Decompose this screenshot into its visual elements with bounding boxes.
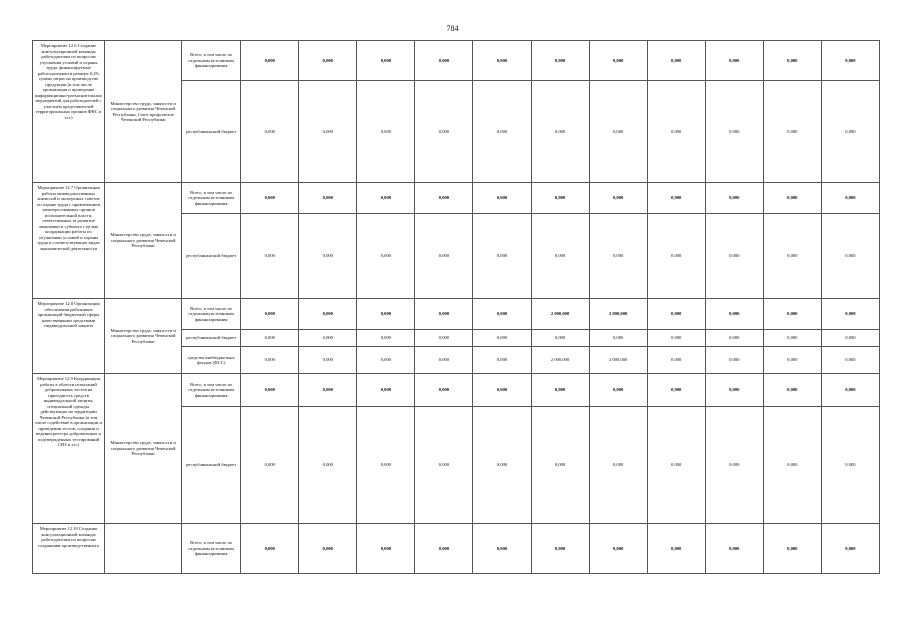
amount-cell: 0,000 — [705, 524, 763, 574]
funding-source: Всего, в том числе по отдельным источникам финансирования — [182, 183, 241, 214]
amount-cell: 0,000 — [763, 347, 821, 374]
amount-cell: 0,000 — [763, 330, 821, 347]
amount-cell: 0,000 — [589, 374, 647, 407]
amount-cell: 0,000 — [473, 81, 531, 183]
amount-cell: 0,000 — [357, 524, 415, 574]
amount-cell: 0,000 — [241, 524, 299, 574]
table-row — [33, 41, 880, 81]
event-name: Мероприятие 12.6 Создание консультационной команды работодателям по вопросам улучшения условий и охраны труда, финансируемые работодателями в размере 0,2% суммы затрат на производство продукции (в том числе организация и проведение информационно-разъяснительных мероприятий для работодателей с участием представителей территориальных органов ФНС и т.п.) — [33, 41, 105, 183]
amount-cell: 0,000 — [821, 41, 879, 81]
amount-cell: 0,000 — [705, 183, 763, 214]
amount-cell: 0,000 — [589, 330, 647, 347]
amount-cell: 0,000 — [299, 299, 357, 330]
amount-cell: 0,000 — [589, 407, 647, 524]
table-row — [33, 299, 880, 330]
amount-cell: 0,000 — [415, 41, 473, 81]
event-name: Мероприятие 12.10 Создание консультационной команды работодателям по вопросам сохранения производственного — [33, 524, 105, 574]
amount-cell: 0,000 — [473, 407, 531, 524]
amount-cell: 0,000 — [763, 183, 821, 214]
amount-cell: 0,000 — [299, 347, 357, 374]
amount-cell: 0,000 — [589, 41, 647, 81]
amount-cell: 0,000 — [531, 41, 589, 81]
amount-cell: 0,000 — [357, 41, 415, 81]
amount-cell: 0,000 — [705, 299, 763, 330]
table-row — [33, 374, 880, 407]
amount-cell: 0,000 — [473, 330, 531, 347]
amount-cell: 0,000 — [763, 374, 821, 407]
amount-cell: 0,000 — [241, 347, 299, 374]
amount-cell: 0,000 — [531, 407, 589, 524]
amount-cell: 0,000 — [415, 81, 473, 183]
funding-source: республиканский бюджет — [182, 214, 241, 299]
amount-cell: 0,000 — [647, 374, 705, 407]
event-name: Мероприятие 12.8 Организация обеспечения работников организаций бюджетной сферы качественными средствами индивидуальной защиты — [33, 299, 105, 374]
funding-source: Всего, в том числе по отдельным источникам финансирования — [182, 41, 241, 81]
funding-source: республиканский бюджет — [182, 81, 241, 183]
amount-cell: 0,000 — [299, 524, 357, 574]
funding-source: Всего, в том числе по отдельным источникам финансирования — [182, 374, 241, 407]
event-name: Мероприятие 12.7 Организация работы межведомственных комиссий и экспертных советов по охране труда с привлечением заинтересованных органов исполнительной власти, ответственных за развитие экономики и субъекта с целью координации работы по улучшению условий и охраны труда в соответствующих видах экономической деятельности — [33, 183, 105, 299]
amount-cell: 0,000 — [821, 524, 879, 574]
amount-cell: 0,000 — [473, 524, 531, 574]
amount-cell: 0,000 — [415, 330, 473, 347]
amount-cell: 2 000,000 — [589, 299, 647, 330]
amount-cell: 0,000 — [763, 299, 821, 330]
amount-cell: 0,000 — [705, 407, 763, 524]
amount-cell: 0,000 — [821, 214, 879, 299]
executor: Министерство труда, занятости и социального развития Чеченской Республики — [105, 299, 182, 374]
amount-cell: 0,000 — [647, 524, 705, 574]
amount-cell: 0,000 — [415, 183, 473, 214]
funding-source: республиканский бюджет — [182, 330, 241, 347]
table-row — [33, 524, 880, 574]
amount-cell: 0,000 — [473, 41, 531, 81]
amount-cell: 0,000 — [415, 214, 473, 299]
amount-cell: 0,000 — [531, 214, 589, 299]
amount-cell: 0,000 — [531, 81, 589, 183]
amount-cell: 0,000 — [821, 407, 879, 524]
amount-cell: 2 000,000 — [531, 299, 589, 330]
amount-cell: 0,000 — [415, 347, 473, 374]
amount-cell: 0,000 — [821, 299, 879, 330]
amount-cell: 0,000 — [299, 214, 357, 299]
amount-cell: 0,000 — [357, 407, 415, 524]
amount-cell: 0,000 — [357, 183, 415, 214]
amount-cell: 0,000 — [357, 81, 415, 183]
amount-cell: 0,000 — [473, 374, 531, 407]
amount-cell: 0,000 — [589, 81, 647, 183]
amount-cell: 0,000 — [415, 407, 473, 524]
amount-cell: 0,000 — [705, 41, 763, 81]
amount-cell: 0,000 — [531, 374, 589, 407]
amount-cell: 0,000 — [241, 41, 299, 81]
page-number: 784 — [446, 24, 459, 33]
amount-cell: 0,000 — [705, 347, 763, 374]
amount-cell: 0,000 — [357, 299, 415, 330]
amount-cell: 0,000 — [647, 330, 705, 347]
amount-cell: 0,000 — [531, 330, 589, 347]
amount-cell: 0,000 — [473, 214, 531, 299]
amount-cell: 0,000 — [821, 330, 879, 347]
amount-cell: 2 000,000 — [589, 347, 647, 374]
funding-source: Всего, в том числе по отдельным источникам финансирования — [182, 299, 241, 330]
amount-cell: 0,000 — [821, 347, 879, 374]
amount-cell: 0,000 — [589, 214, 647, 299]
event-name: Мероприятие 12.9 Координация работы в области испытаний добровольных тестов на пригодность средств индивидуальной защиты, специальной одежды, действующих на территории Чеченской Республики (в том числе содействие в организации и проведении тестов, создании и ведении реестра добровольных и подтвержденных тестирований СИЗ и т.п.) — [33, 374, 105, 524]
amount-cell: 0,000 — [705, 81, 763, 183]
amount-cell: 0,000 — [241, 81, 299, 183]
amount-cell: 0,000 — [763, 41, 821, 81]
table-row — [33, 183, 880, 214]
amount-cell: 0,000 — [647, 214, 705, 299]
amount-cell: 0,000 — [299, 330, 357, 347]
funding-source: республиканский бюджет — [182, 407, 241, 524]
amount-cell: 0,000 — [763, 81, 821, 183]
amount-cell: 0,000 — [357, 347, 415, 374]
amount-cell: 0,000 — [241, 330, 299, 347]
amount-cell: 0,000 — [357, 330, 415, 347]
amount-cell: 0,000 — [763, 214, 821, 299]
amount-cell: 0,000 — [821, 81, 879, 183]
amount-cell: 0,000 — [647, 299, 705, 330]
budget-table — [32, 40, 880, 574]
amount-cell: 2 000,000 — [531, 347, 589, 374]
amount-cell: 0,000 — [299, 183, 357, 214]
executor: Министерство труда, занятости и социального развития Чеченской Республики — [105, 183, 182, 299]
amount-cell: 0,000 — [415, 299, 473, 330]
amount-cell: 0,000 — [531, 524, 589, 574]
amount-cell: 0,000 — [299, 374, 357, 407]
amount-cell: 0,000 — [589, 524, 647, 574]
amount-cell: 0,000 — [473, 183, 531, 214]
amount-cell: 0,000 — [241, 407, 299, 524]
amount-cell: 0,000 — [647, 41, 705, 81]
amount-cell: 0,000 — [357, 374, 415, 407]
amount-cell: 0,000 — [821, 183, 879, 214]
amount-cell: 0,000 — [763, 407, 821, 524]
funding-source: Всего, в том числе по отдельным источникам финансирования — [182, 524, 241, 574]
amount-cell: 0,000 — [705, 330, 763, 347]
amount-cell: 0,000 — [241, 374, 299, 407]
executor: Министерство труда, занятости и социального развития Чеченской Республики, Союз профсоюзов Чеченской Республики — [105, 41, 182, 183]
amount-cell: 0,000 — [647, 183, 705, 214]
amount-cell: 0,000 — [415, 374, 473, 407]
amount-cell: 0,000 — [531, 183, 589, 214]
amount-cell: 0,000 — [473, 299, 531, 330]
amount-cell: 0,000 — [763, 524, 821, 574]
amount-cell: 0,000 — [299, 41, 357, 81]
amount-cell: 0,000 — [705, 214, 763, 299]
amount-cell: 0,000 — [473, 347, 531, 374]
amount-cell: 0,000 — [357, 214, 415, 299]
amount-cell: 0,000 — [241, 299, 299, 330]
executor: Министерство труда, занятости и социального развития Чеченской Республики — [105, 374, 182, 524]
amount-cell: 0,000 — [299, 81, 357, 183]
amount-cell: 0,000 — [241, 183, 299, 214]
amount-cell: 0,000 — [647, 407, 705, 524]
amount-cell: 0,000 — [821, 374, 879, 407]
amount-cell: 0,000 — [647, 347, 705, 374]
amount-cell: 0,000 — [589, 183, 647, 214]
amount-cell: 0,000 — [647, 81, 705, 183]
amount-cell: 0,000 — [241, 214, 299, 299]
executor — [105, 524, 182, 574]
amount-cell: 0,000 — [705, 374, 763, 407]
funding-source: средства внебюджетных фондов (ФСС) — [182, 347, 241, 374]
amount-cell: 0,000 — [299, 407, 357, 524]
amount-cell: 0,000 — [415, 524, 473, 574]
